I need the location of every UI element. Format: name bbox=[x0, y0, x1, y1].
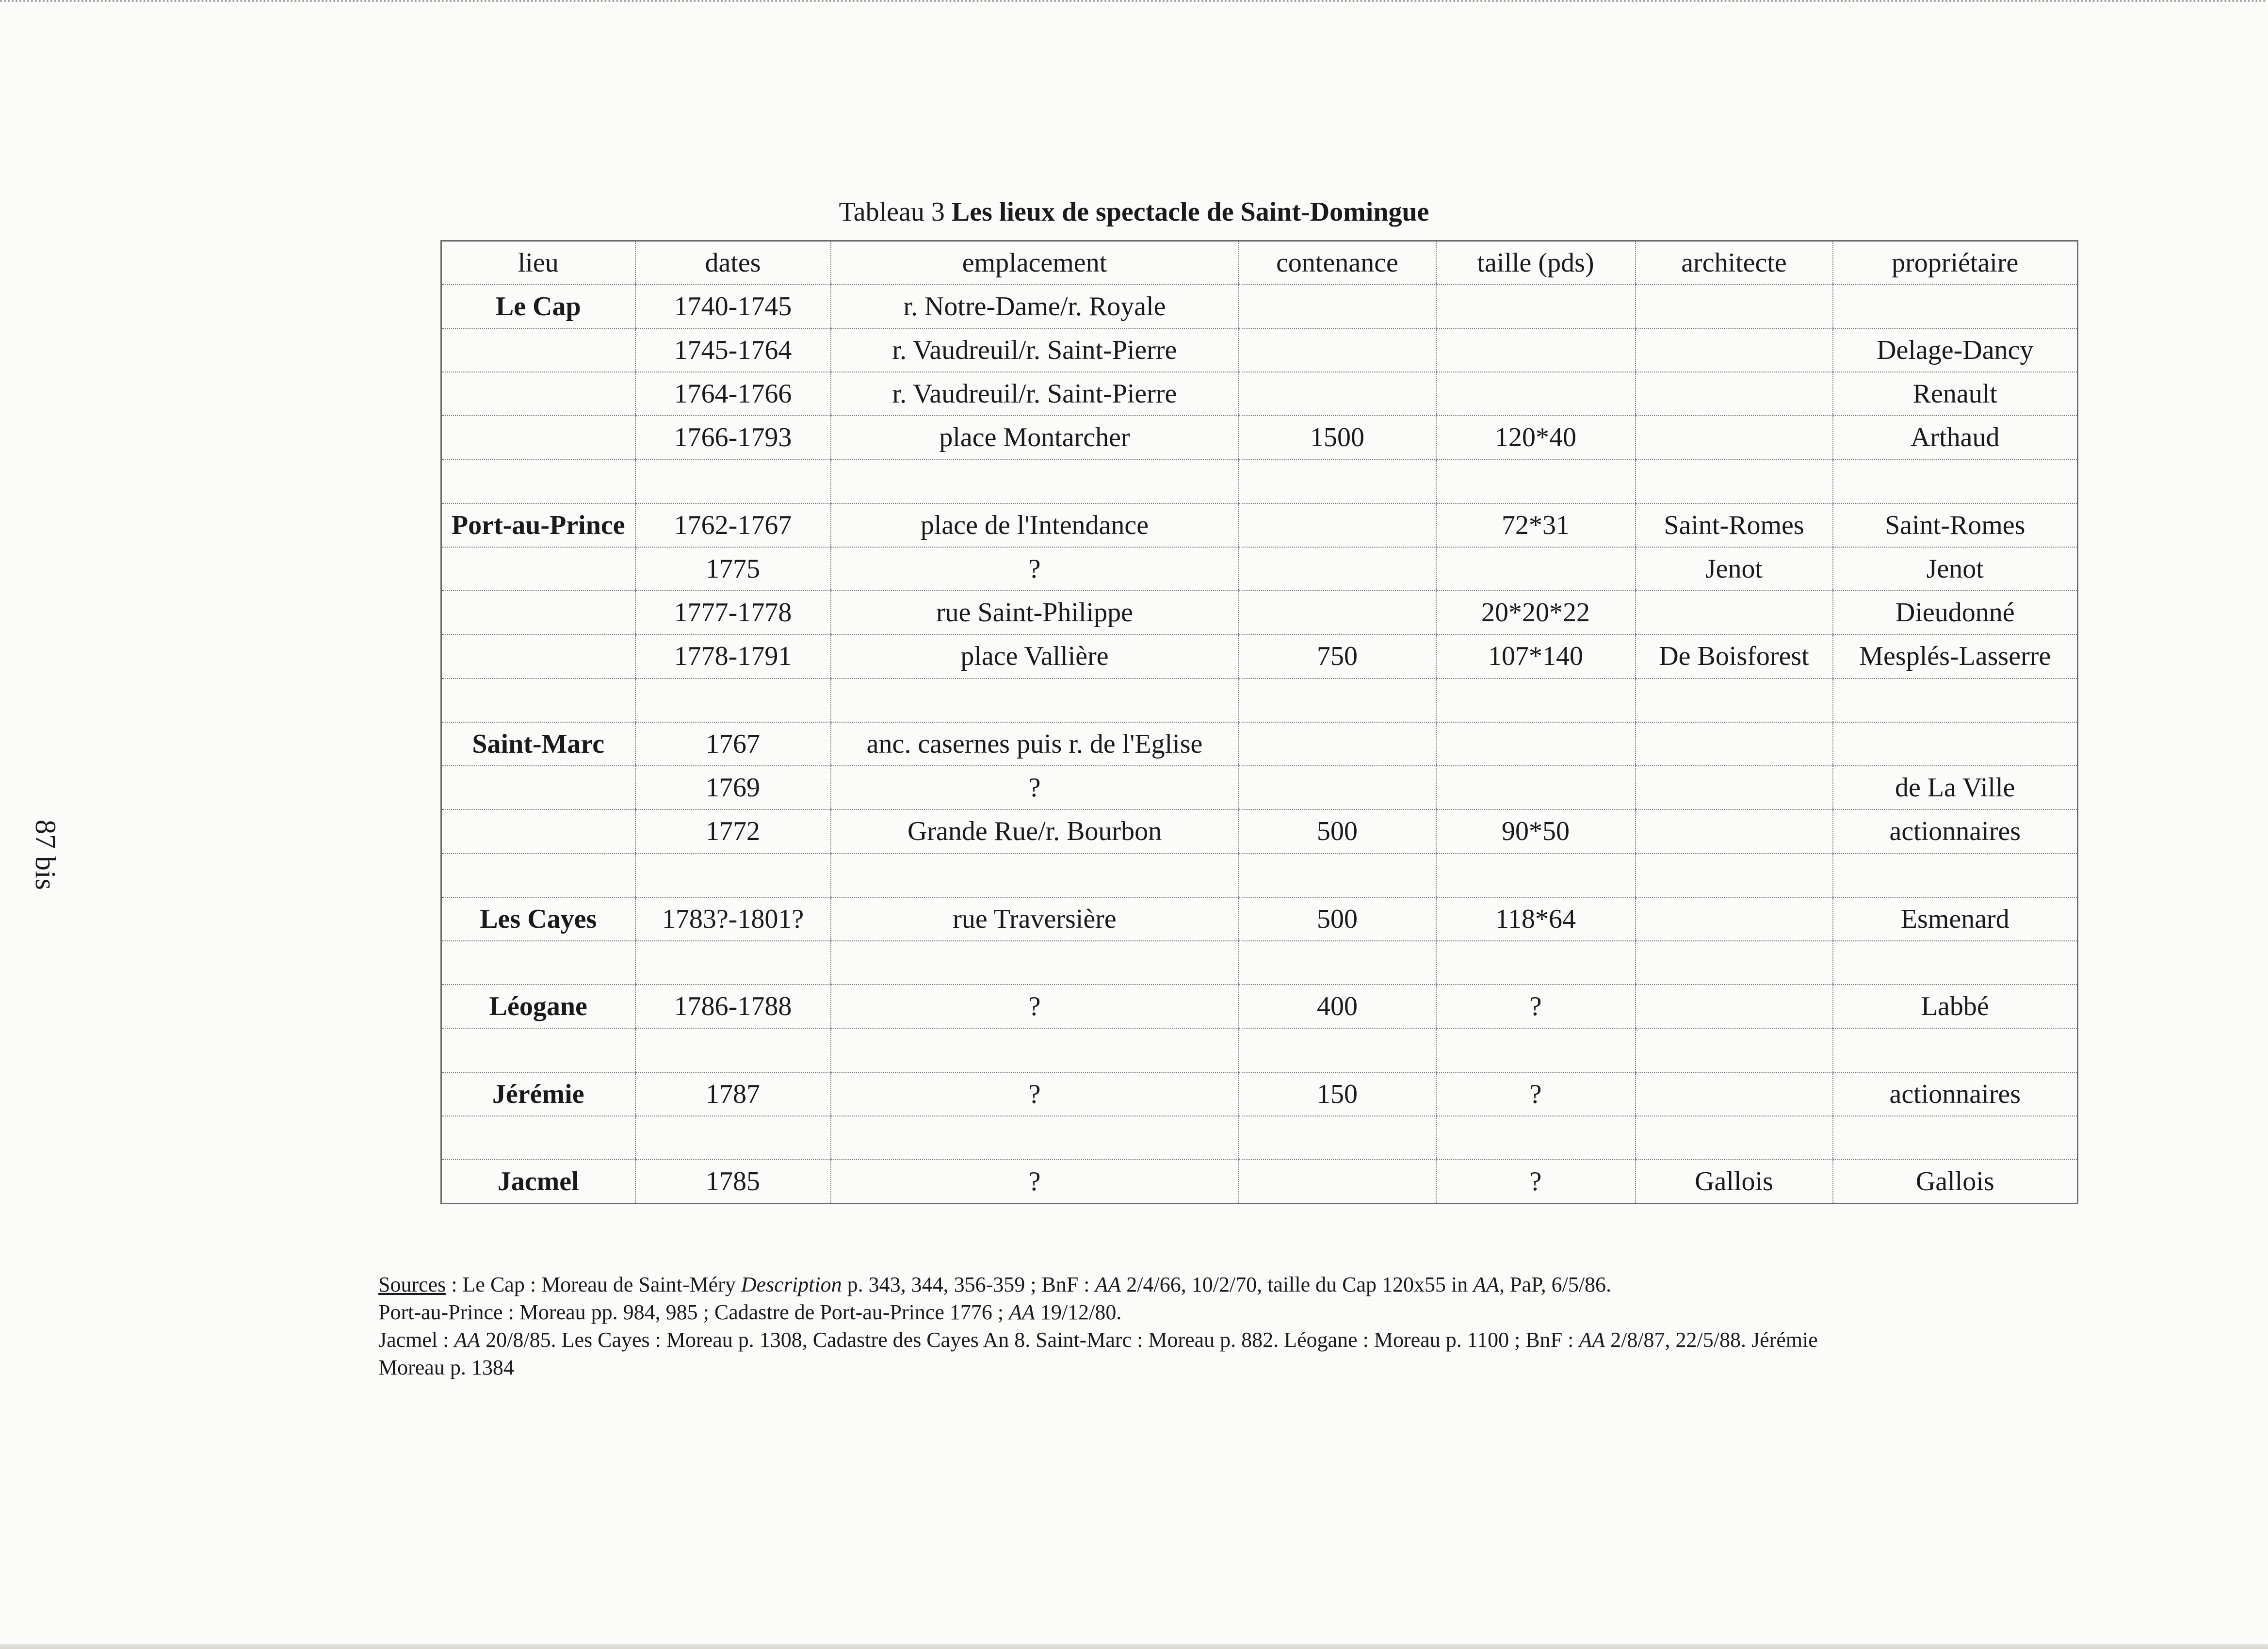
table-cell-propriétaire: Delage-Dancy bbox=[1833, 328, 2078, 372]
table-cell-propriétaire: Labbé bbox=[1833, 985, 2078, 1028]
table-cell-dates: 1783?-1801? bbox=[635, 897, 831, 941]
table-cell-emplacement: ? bbox=[831, 1072, 1239, 1116]
table-cell-dates: 1786-1788 bbox=[635, 985, 831, 1028]
table-cell-emplacement: place Montarcher bbox=[831, 416, 1239, 459]
column-header: architecte bbox=[1636, 241, 1833, 285]
table-cell-dates: 1787 bbox=[635, 1072, 831, 1116]
table-cell-taille-pds: ? bbox=[1436, 1072, 1636, 1116]
table-cell-taille-pds: 20*20*22 bbox=[1436, 591, 1636, 634]
table-cell-lieu bbox=[441, 1116, 635, 1160]
table-row bbox=[441, 328, 2078, 372]
table-cell-taille-pds: 107*140 bbox=[1436, 634, 1636, 678]
table-cell-emplacement: rue Saint-Philippe bbox=[831, 591, 1239, 634]
table-header-row bbox=[441, 241, 2078, 285]
scan-top-edge bbox=[0, 0, 2268, 5]
table-cell-propriétaire: Arthaud bbox=[1833, 416, 2078, 459]
table-cell-contenance: 500 bbox=[1239, 809, 1436, 853]
table-cell-lieu: Jacmel bbox=[441, 1160, 635, 1203]
sources-line-2 bbox=[378, 1298, 2105, 1326]
table-cell-emplacement bbox=[831, 1028, 1239, 1072]
table-row bbox=[441, 459, 2078, 503]
table-row bbox=[441, 941, 2078, 985]
sources-text: PaP, 6/5/86. bbox=[1505, 1273, 1612, 1296]
table-cell-emplacement: r. Vaudreuil/r. Saint-Pierre bbox=[831, 372, 1239, 416]
table-cell-contenance bbox=[1239, 547, 1436, 591]
table-cell-dates: 1740-1745 bbox=[635, 285, 831, 328]
table-row bbox=[441, 679, 2078, 722]
table-cell-emplacement: ? bbox=[831, 766, 1239, 809]
table-row bbox=[441, 854, 2078, 897]
sources-italic: AA bbox=[1095, 1273, 1121, 1296]
table-row bbox=[441, 547, 2078, 591]
table-body bbox=[441, 285, 2078, 1204]
table-cell-architecte: De Boisforest bbox=[1636, 634, 1833, 678]
table-cell-emplacement: Grande Rue/r. Bourbon bbox=[831, 809, 1239, 853]
sources-line-3 bbox=[378, 1326, 2105, 1354]
table-cell-lieu: Léogane bbox=[441, 985, 635, 1028]
table-cell-architecte bbox=[1636, 1028, 1833, 1072]
table-cell-contenance: 400 bbox=[1239, 985, 1436, 1028]
table-cell-lieu bbox=[441, 809, 635, 853]
table-cell-taille-pds bbox=[1436, 547, 1636, 591]
table-cell-emplacement: ? bbox=[831, 1160, 1239, 1203]
table-cell-lieu bbox=[441, 372, 635, 416]
table-row bbox=[441, 1116, 2078, 1160]
table-cell-propriétaire bbox=[1833, 679, 2078, 722]
table-cell-taille-pds bbox=[1436, 1028, 1636, 1072]
table-cell-architecte bbox=[1636, 1072, 1833, 1116]
table-cell-propriétaire bbox=[1833, 854, 2078, 897]
table-cell-taille-pds: 90*50 bbox=[1436, 809, 1636, 853]
table-cell-contenance bbox=[1239, 1028, 1436, 1072]
table-cell-dates: 1764-1766 bbox=[635, 372, 831, 416]
sources-text: 19/12/80. bbox=[1035, 1300, 1122, 1324]
sources-italic: AA bbox=[1009, 1300, 1035, 1324]
table-cell-contenance: 500 bbox=[1239, 897, 1436, 941]
sources-text: 20/8/85. Les Cayes : Moreau p. 1308, Cadastre des Cayes An 8. Saint-Marc : Moreau p. 882. Léogane : Moreau p. 1100 ; BnF : bbox=[480, 1328, 1579, 1352]
table-cell-lieu bbox=[441, 679, 635, 722]
table-row bbox=[441, 416, 2078, 459]
sources-text: Port-au-Prince : Moreau pp. 984, 985 ; Cadastre de Port-au-Prince 1776 ; bbox=[378, 1300, 1009, 1324]
table-cell-lieu bbox=[441, 941, 635, 985]
table-cell-emplacement bbox=[831, 854, 1239, 897]
table-cell-contenance bbox=[1239, 503, 1436, 547]
table-cell-contenance bbox=[1239, 1116, 1436, 1160]
table-row bbox=[441, 897, 2078, 941]
table-cell-architecte bbox=[1636, 679, 1833, 722]
table-cell-dates bbox=[635, 679, 831, 722]
table-cell-propriétaire bbox=[1833, 941, 2078, 985]
table-cell-taille-pds bbox=[1436, 766, 1636, 809]
theatre-venues-table bbox=[440, 240, 2078, 1204]
table-cell-architecte bbox=[1636, 897, 1833, 941]
table-cell-contenance bbox=[1239, 854, 1436, 897]
table-cell-contenance bbox=[1239, 679, 1436, 722]
table-cell-dates: 1785 bbox=[635, 1160, 831, 1203]
table-cell-taille-pds: 120*40 bbox=[1436, 416, 1636, 459]
table-cell-dates: 1778-1791 bbox=[635, 634, 831, 678]
table-cell-emplacement: place Vallière bbox=[831, 634, 1239, 678]
table-cell-dates bbox=[635, 1116, 831, 1160]
table-cell-architecte bbox=[1636, 809, 1833, 853]
table-cell-architecte bbox=[1636, 854, 1833, 897]
table-cell-propriétaire: Renault bbox=[1833, 372, 2078, 416]
table-cell-lieu bbox=[441, 854, 635, 897]
table-cell-lieu: Les Cayes bbox=[441, 897, 635, 941]
table-cell-lieu bbox=[441, 766, 635, 809]
table-cell-emplacement bbox=[831, 941, 1239, 985]
table-cell-architecte bbox=[1636, 285, 1833, 328]
caption-title: Les lieux de spectacle de Saint-Domingue bbox=[951, 197, 1429, 227]
column-header: dates bbox=[635, 241, 831, 285]
column-header: emplacement bbox=[831, 241, 1239, 285]
table-cell-dates: 1762-1767 bbox=[635, 503, 831, 547]
table-cell-contenance: 1500 bbox=[1239, 416, 1436, 459]
sources-text: Jacmel : bbox=[378, 1328, 454, 1352]
table-cell-taille-pds bbox=[1436, 328, 1636, 372]
table-cell-propriétaire: Saint-Romes bbox=[1833, 503, 2078, 547]
table-cell-taille-pds: ? bbox=[1436, 985, 1636, 1028]
table-cell-taille-pds bbox=[1436, 722, 1636, 766]
table-cell-taille-pds: ? bbox=[1436, 1160, 1636, 1203]
page-number: 87 bis bbox=[30, 820, 62, 890]
table-cell-architecte bbox=[1636, 722, 1833, 766]
sources-note bbox=[378, 1271, 2105, 1381]
table-cell-emplacement: place de l'Intendance bbox=[831, 503, 1239, 547]
column-header: lieu bbox=[441, 241, 635, 285]
table-cell-emplacement bbox=[831, 459, 1239, 503]
table-cell-propriétaire: actionnaires bbox=[1833, 1072, 2078, 1116]
sources-text: 2/4/66, 10/2/70, taille du Cap 120x55 in bbox=[1121, 1273, 1474, 1296]
sources-text: 2/8/87, 22/5/88. Jérémie bbox=[1605, 1328, 1818, 1352]
table-cell-taille-pds bbox=[1436, 941, 1636, 985]
table-cell-taille-pds bbox=[1436, 679, 1636, 722]
table-cell-dates: 1745-1764 bbox=[635, 328, 831, 372]
column-header: contenance bbox=[1239, 241, 1436, 285]
table-cell-propriétaire bbox=[1833, 285, 2078, 328]
table-cell-architecte: Saint-Romes bbox=[1636, 503, 1833, 547]
table-cell-dates: 1767 bbox=[635, 722, 831, 766]
table-cell-emplacement: anc. casernes puis r. de l'Eglise bbox=[831, 722, 1239, 766]
table-cell-dates bbox=[635, 1028, 831, 1072]
table-cell-propriétaire: actionnaires bbox=[1833, 809, 2078, 853]
table-cell-propriétaire: de La Ville bbox=[1833, 766, 2078, 809]
table-cell-contenance: 750 bbox=[1239, 634, 1436, 678]
table-cell-lieu: Saint-Marc bbox=[441, 722, 635, 766]
table-cell-taille-pds bbox=[1436, 372, 1636, 416]
table-cell-contenance bbox=[1239, 591, 1436, 634]
table-row bbox=[441, 809, 2078, 853]
table-cell-dates: 1769 bbox=[635, 766, 831, 809]
table-cell-emplacement bbox=[831, 1116, 1239, 1160]
table-cell-taille-pds: 118*64 bbox=[1436, 897, 1636, 941]
table-cell-architecte bbox=[1636, 766, 1833, 809]
table-row bbox=[441, 285, 2078, 328]
sources-italic: AA bbox=[1579, 1328, 1605, 1352]
table-cell-propriétaire bbox=[1833, 459, 2078, 503]
column-header: propriétaire bbox=[1833, 241, 2078, 285]
table-row bbox=[441, 634, 2078, 678]
table-cell-propriétaire: Jenot bbox=[1833, 547, 2078, 591]
table-cell-contenance bbox=[1239, 459, 1436, 503]
table-cell-dates: 1772 bbox=[635, 809, 831, 853]
sources-text: : Le Cap : Moreau de Saint-Méry bbox=[446, 1273, 741, 1296]
table-cell-propriétaire: Dieudonné bbox=[1833, 591, 2078, 634]
table-cell-dates bbox=[635, 941, 831, 985]
table-cell-architecte bbox=[1636, 416, 1833, 459]
table-cell-emplacement: ? bbox=[831, 985, 1239, 1028]
table-cell-contenance bbox=[1239, 285, 1436, 328]
sources-text: p. 343, 344, 356-359 ; BnF : bbox=[842, 1273, 1095, 1296]
sources-italic: AA, bbox=[1473, 1273, 1505, 1296]
table-cell-lieu: Le Cap bbox=[441, 285, 635, 328]
table-cell-lieu bbox=[441, 591, 635, 634]
table-row bbox=[441, 722, 2078, 766]
table-cell-contenance bbox=[1239, 1160, 1436, 1203]
sources-label: Sources bbox=[378, 1273, 446, 1296]
table-cell-contenance bbox=[1239, 372, 1436, 416]
column-header: taille (pds) bbox=[1436, 241, 1636, 285]
table-row bbox=[441, 591, 2078, 634]
table-cell-architecte bbox=[1636, 941, 1833, 985]
table-cell-lieu bbox=[441, 416, 635, 459]
table-cell-taille-pds bbox=[1436, 459, 1636, 503]
table-row bbox=[441, 372, 2078, 416]
table-cell-contenance: 150 bbox=[1239, 1072, 1436, 1116]
table-cell-propriétaire bbox=[1833, 1116, 2078, 1160]
table-cell-dates: 1766-1793 bbox=[635, 416, 831, 459]
table-cell-lieu bbox=[441, 1028, 635, 1072]
table-cell-emplacement: r. Notre-Dame/r. Royale bbox=[831, 285, 1239, 328]
table-cell-architecte: Jenot bbox=[1636, 547, 1833, 591]
table-cell-lieu bbox=[441, 459, 635, 503]
table-cell-contenance bbox=[1239, 941, 1436, 985]
sources-line-1 bbox=[378, 1271, 2105, 1298]
scan-bottom-edge bbox=[0, 1644, 2268, 1649]
table-cell-lieu: Port-au-Prince bbox=[441, 503, 635, 547]
table-cell-taille-pds bbox=[1436, 854, 1636, 897]
table-cell-contenance bbox=[1239, 328, 1436, 372]
table-row bbox=[441, 985, 2078, 1028]
sources-line-4: Moreau p. 1384 bbox=[378, 1356, 514, 1379]
table-cell-architecte bbox=[1636, 459, 1833, 503]
table-cell-architecte bbox=[1636, 985, 1833, 1028]
table-row bbox=[441, 1160, 2078, 1203]
table-cell-contenance bbox=[1239, 766, 1436, 809]
table-cell-architecte bbox=[1636, 1116, 1833, 1160]
table-cell-contenance bbox=[1239, 722, 1436, 766]
table-cell-architecte bbox=[1636, 328, 1833, 372]
sources-italic: AA bbox=[454, 1328, 481, 1352]
table-cell-lieu bbox=[441, 547, 635, 591]
table-cell-emplacement bbox=[831, 679, 1239, 722]
table-cell-propriétaire: Esmenard bbox=[1833, 897, 2078, 941]
table-cell-lieu bbox=[441, 634, 635, 678]
table-cell-architecte: Gallois bbox=[1636, 1160, 1833, 1203]
table-cell-lieu: Jérémie bbox=[441, 1072, 635, 1116]
table-cell-taille-pds: 72*31 bbox=[1436, 503, 1636, 547]
table-cell-dates: 1777-1778 bbox=[635, 591, 831, 634]
table-cell-propriétaire: Mesplés-Lasserre bbox=[1833, 634, 2078, 678]
table-cell-taille-pds bbox=[1436, 285, 1636, 328]
table-cell-dates bbox=[635, 854, 831, 897]
caption-prefix: Tableau 3 bbox=[839, 197, 945, 227]
table-row bbox=[441, 766, 2078, 809]
table-cell-taille-pds bbox=[1436, 1116, 1636, 1160]
table-cell-architecte bbox=[1636, 591, 1833, 634]
table-caption bbox=[0, 196, 2268, 227]
table-cell-emplacement: ? bbox=[831, 547, 1239, 591]
table-cell-propriétaire bbox=[1833, 722, 2078, 766]
table-row bbox=[441, 503, 2078, 547]
table-cell-emplacement: r. Vaudreuil/r. Saint-Pierre bbox=[831, 328, 1239, 372]
table-cell-dates: 1775 bbox=[635, 547, 831, 591]
sources-italic: Description bbox=[741, 1273, 842, 1296]
table-cell-propriétaire: Gallois bbox=[1833, 1160, 2078, 1203]
table-row bbox=[441, 1028, 2078, 1072]
table-cell-propriétaire bbox=[1833, 1028, 2078, 1072]
table-cell-dates bbox=[635, 459, 831, 503]
table-row bbox=[441, 1072, 2078, 1116]
table-cell-lieu bbox=[441, 328, 635, 372]
table-cell-architecte bbox=[1636, 372, 1833, 416]
table-cell-emplacement: rue Traversière bbox=[831, 897, 1239, 941]
